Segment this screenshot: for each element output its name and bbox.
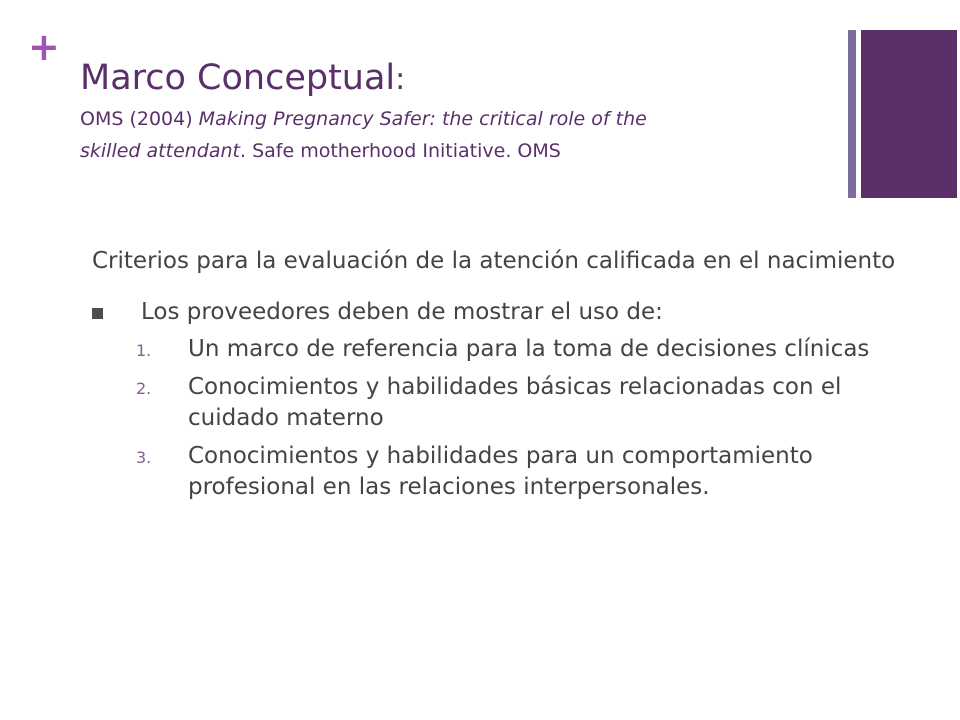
subtitle-rest: . Safe motherhood Initiative. OMS <box>240 139 561 162</box>
slide-title-colon: : <box>395 62 406 97</box>
plus-icon: + <box>28 25 60 69</box>
list-item-number: 2. <box>136 379 152 399</box>
square-bullet-icon <box>92 308 103 319</box>
subtitle-italic-1: Making Pregnancy Safer: the critical role of the <box>198 108 647 131</box>
slide-body <box>92 246 932 510</box>
numbered-list <box>92 334 932 503</box>
subtitle-italic-2: skilled attendant <box>80 139 240 162</box>
slide-subtitle <box>80 104 850 167</box>
title-block <box>80 58 850 167</box>
subtitle-prefix: OMS (2004) <box>80 108 199 131</box>
list-item-number: 3. <box>136 448 152 468</box>
list-item <box>92 372 932 434</box>
list-item <box>92 441 932 503</box>
decorative-bar-thin <box>848 30 856 198</box>
decorative-bar-thick <box>861 30 957 198</box>
bullet-text: Los proveedores deben de mostrar el uso de: <box>141 299 663 326</box>
list-item-text: Conocimientos y habilidades para un comportamiento profesional en las relaciones interpersonales. <box>188 443 813 501</box>
list-item <box>92 334 932 365</box>
slide-title <box>80 58 850 98</box>
bullet-item <box>92 297 932 328</box>
slide-title-text: Marco Conceptual <box>80 58 396 98</box>
list-item-text: Conocimientos y habilidades básicas relacionadas con el cuidado materno <box>188 374 842 432</box>
intro-text: Criterios para la evaluación de la atención calificada en el nacimiento <box>92 248 896 274</box>
list-item-number: 1. <box>136 341 152 361</box>
list-item-text: Un marco de referencia para la toma de decisiones clínicas <box>188 336 870 363</box>
